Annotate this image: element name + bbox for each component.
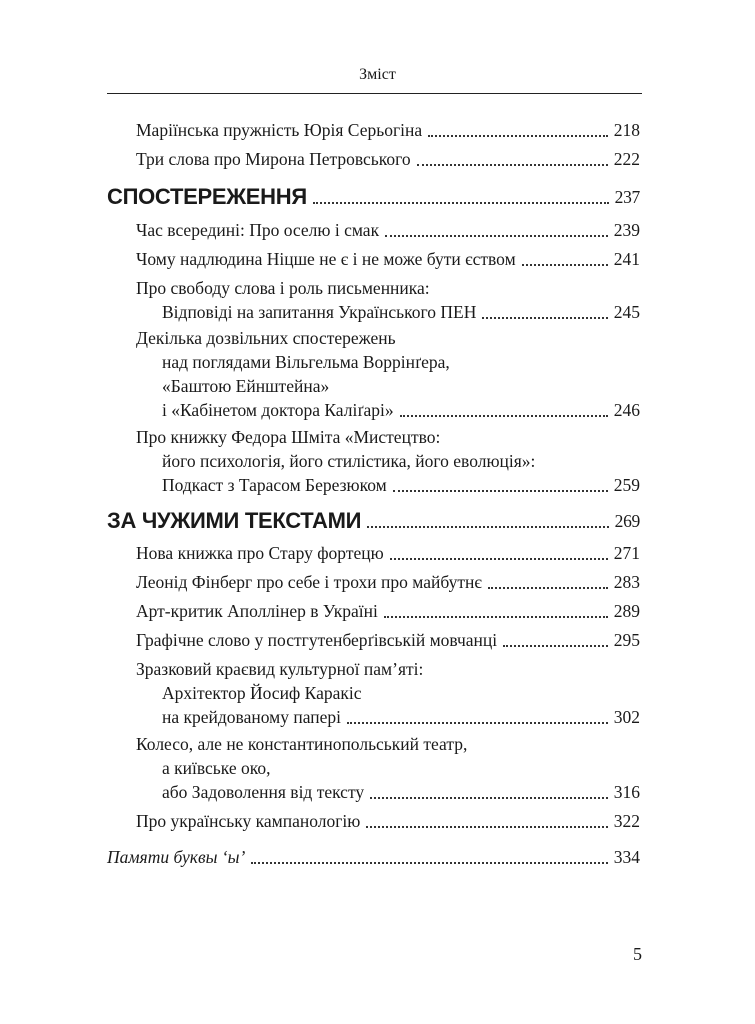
toc-entry-title-continued: Подкаст з Тарасом Березюком	[162, 475, 387, 495]
toc-page-number: 283	[613, 572, 640, 592]
toc-entry-title-continued: Архітектор Йосиф Каракіс	[162, 683, 362, 703]
toc-line	[162, 299, 640, 325]
toc-line	[162, 680, 362, 706]
dot-leader	[393, 466, 608, 492]
toc-entry-title-continued: або Задоволення від тексту	[162, 782, 365, 802]
dot-leader	[366, 802, 607, 828]
toc-entry-title-continued: його психологія, його стилістика, його еволюція»:	[162, 451, 536, 471]
toc-entry-title: Про книжку Федора Шміта «Мистецтво:	[136, 427, 441, 447]
toc-line	[162, 397, 640, 423]
toc-page-number: 246	[613, 400, 640, 420]
toc-page-number: 237	[614, 187, 640, 207]
toc-page-number: 241	[613, 249, 640, 269]
dot-leader	[313, 178, 609, 204]
toc-entry-title: Зразковий краєвид культурної пам’яті:	[136, 659, 424, 679]
dot-leader	[370, 773, 608, 799]
toc-page-number: 245	[613, 302, 640, 322]
toc-line	[136, 808, 640, 834]
toc-line	[162, 755, 270, 781]
toc-entry-title: Леонід Фінберг про себе і трохи про майбутнє	[136, 572, 482, 592]
section-title: СПОСТЕРЕЖЕННЯ	[107, 184, 307, 209]
toc-page-number: 316	[613, 782, 640, 802]
toc-page-number: 302	[613, 707, 640, 727]
toc-entry-title: Про українську кампанологію	[136, 811, 361, 831]
dot-leader	[417, 140, 608, 166]
dot-leader	[390, 534, 608, 560]
toc-page-number: 269	[614, 511, 640, 531]
toc-page-number: 289	[613, 601, 640, 621]
toc-entry-title: Памяти буквы ‘ы’	[107, 847, 246, 867]
dot-leader	[251, 838, 607, 864]
dot-leader	[482, 293, 607, 319]
toc-entry-title: Час всередині: Про оселю і смак	[136, 220, 380, 240]
toc-entry-title-continued: і «Кабінетом доктора Каліґарі»	[162, 400, 394, 420]
toc-page-number: 222	[613, 149, 640, 169]
toc-page-number: 218	[613, 120, 640, 140]
section-title: ЗА ЧУЖИМИ ТЕКСТАМИ	[107, 508, 362, 533]
toc-line	[162, 472, 640, 498]
toc-page-number: 259	[613, 475, 640, 495]
dot-leader	[347, 698, 608, 724]
toc-entry-title: Про свободу слова і роль письменника:	[136, 278, 430, 298]
dot-leader	[522, 240, 608, 266]
toc-page-number: 322	[613, 811, 640, 831]
toc-line	[136, 627, 640, 653]
dot-leader	[400, 391, 608, 417]
toc-line	[162, 349, 450, 375]
toc-entry-title: Графічне слово у постгутенберґівській мовчанці	[136, 630, 498, 650]
toc-line	[107, 182, 640, 212]
page-number: 5	[633, 944, 642, 964]
toc-line	[107, 506, 640, 536]
toc-entry-title-continued: Відповіді на запитання Українського ПЕН	[162, 302, 477, 322]
toc-entry-title: Декілька дозвільних спостережень	[136, 328, 396, 348]
toc-line	[162, 373, 329, 399]
toc-line	[136, 325, 396, 351]
toc-line	[136, 424, 440, 450]
toc-line	[136, 731, 467, 757]
dot-leader	[385, 211, 608, 237]
toc-line	[162, 704, 640, 730]
toc-entry-title-continued: а київське око,	[162, 758, 271, 778]
toc-entry-title-continued: на крейдованому папері	[162, 707, 341, 727]
toc-entry-title: Нова книжка про Стару фортецю	[136, 543, 384, 563]
toc-entry-title: Чому надлюдина Ніцше не є і не може бути єством	[136, 249, 516, 269]
toc-line	[136, 656, 423, 682]
toc-page-number: 271	[613, 543, 640, 563]
dot-leader	[428, 111, 608, 137]
toc-entry-title-continued: над поглядами Вільгельма Воррінґера,	[162, 352, 450, 372]
header-title: Зміст	[359, 66, 396, 83]
toc-line	[136, 246, 640, 272]
dot-leader	[488, 563, 608, 589]
dot-leader	[503, 621, 608, 647]
toc-entry-title: Колесо, але не константинопольський театр,	[136, 734, 468, 754]
toc-entry-title: Маріїнська пружність Юрія Серьогіна	[136, 120, 423, 140]
toc-page-number: 239	[613, 220, 640, 240]
toc-line	[107, 844, 640, 870]
toc-entry-title: Арт-критик Аполлінер в Україні	[136, 601, 378, 621]
toc-line	[136, 146, 640, 172]
dot-leader	[384, 592, 608, 618]
toc-page-number: 334	[613, 847, 640, 867]
dot-leader	[367, 502, 608, 528]
toc-page-number: 295	[613, 630, 640, 650]
toc-line	[136, 275, 430, 301]
toc-entry-title-continued: «Баштою Ейнштейна»	[162, 376, 330, 396]
toc-entry-title: Три слова про Мирона Петровського	[136, 149, 411, 169]
